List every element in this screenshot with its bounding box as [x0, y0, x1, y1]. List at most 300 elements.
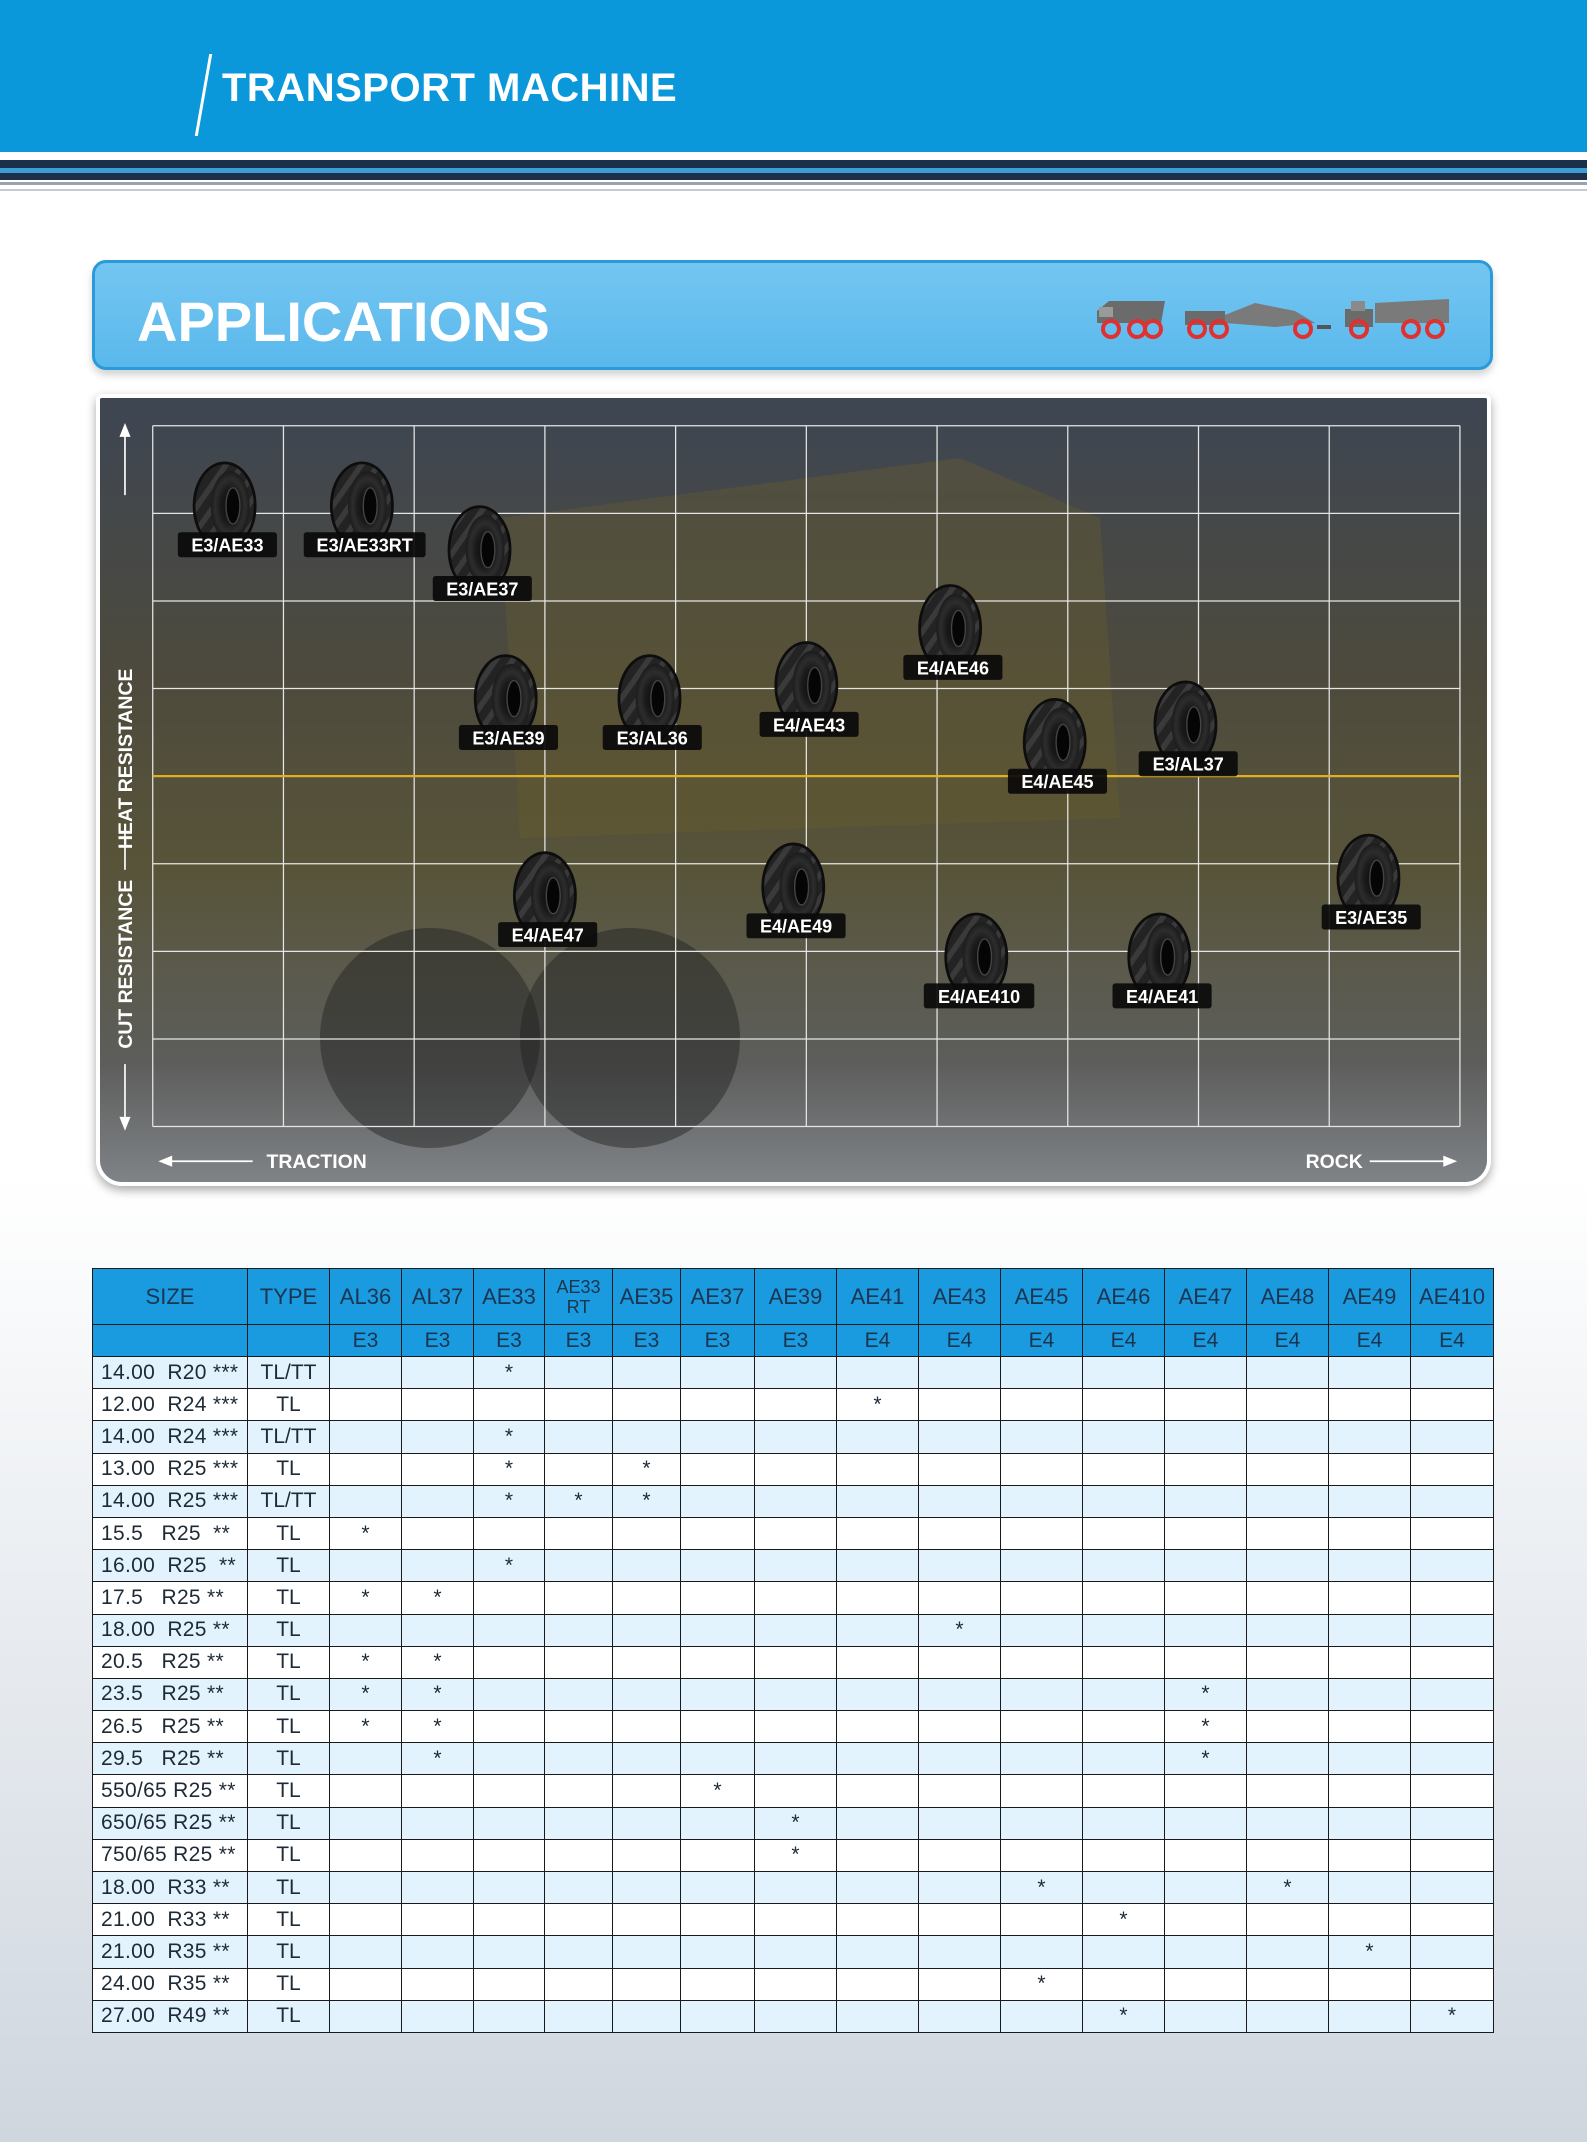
- cell-availability: [1411, 1936, 1494, 1968]
- class-header-blank: [93, 1325, 248, 1357]
- cell-availability: [402, 1968, 474, 2000]
- cell-availability: [837, 1646, 919, 1678]
- cell-availability: [545, 1517, 613, 1549]
- point-label: E4/AE43: [773, 715, 846, 736]
- cell-availability: [1083, 1678, 1165, 1710]
- column-header-pattern: AE39: [755, 1269, 837, 1325]
- cell-availability: [1165, 1646, 1247, 1678]
- cell-size: 650/65 R25 **: [93, 1807, 248, 1839]
- column-header-class: E4: [837, 1325, 919, 1357]
- table-row: [93, 1968, 1494, 2000]
- cell-availability: *: [474, 1453, 545, 1485]
- cell-availability: [1411, 1550, 1494, 1582]
- table-row: [93, 2000, 1494, 2032]
- table-row: [93, 1936, 1494, 1968]
- cell-availability: [402, 1807, 474, 1839]
- cell-availability: *: [1411, 2000, 1494, 2032]
- cell-availability: *: [837, 1389, 919, 1421]
- cell-availability: [545, 1453, 613, 1485]
- cell-availability: [402, 1517, 474, 1549]
- cell-availability: [837, 1968, 919, 2000]
- cell-availability: [681, 2000, 755, 2032]
- cell-availability: [755, 1357, 837, 1389]
- cell-availability: [1411, 1968, 1494, 2000]
- cell-availability: [681, 1357, 755, 1389]
- cell-availability: [1083, 1936, 1165, 1968]
- cell-availability: [837, 1421, 919, 1453]
- cell-availability: [402, 1904, 474, 1936]
- tire-hub: [1370, 860, 1384, 896]
- column-header-class: E3: [755, 1325, 837, 1357]
- y-axis-label-cut-resistance: CUT RESISTANCE: [114, 879, 137, 1049]
- cell-type: TL: [248, 1550, 330, 1582]
- cell-availability: *: [474, 1485, 545, 1517]
- cell-availability: [330, 1550, 402, 1582]
- cell-availability: [1083, 1646, 1165, 1678]
- column-header-class: E3: [545, 1325, 613, 1357]
- cell-availability: [919, 1839, 1001, 1871]
- table-row: [93, 1550, 1494, 1582]
- cell-availability: [755, 1453, 837, 1485]
- cell-availability: [1165, 1936, 1247, 1968]
- cell-availability: [1001, 1421, 1083, 1453]
- cell-availability: [545, 1743, 613, 1775]
- cell-availability: [1329, 1743, 1411, 1775]
- tire-hub: [978, 939, 992, 975]
- point-label: E3/AE33: [191, 535, 264, 556]
- cell-availability: [837, 1775, 919, 1807]
- cell-availability: [545, 1550, 613, 1582]
- cell-availability: [681, 1421, 755, 1453]
- column-header-class: E4: [1411, 1325, 1494, 1357]
- cell-availability: *: [1001, 1872, 1083, 1904]
- cell-availability: [1083, 1517, 1165, 1549]
- cell-availability: [330, 1775, 402, 1807]
- header-stripe: [0, 160, 1587, 168]
- cell-availability: [545, 1357, 613, 1389]
- cell-availability: [1247, 1904, 1329, 1936]
- cell-availability: [330, 1968, 402, 2000]
- truck-wheel-silhouette: [520, 928, 740, 1148]
- cell-type: TL: [248, 1453, 330, 1485]
- point-label: E4/AE41: [1125, 986, 1199, 1007]
- cell-size: 13.00 R25 ***: [93, 1453, 248, 1485]
- cell-availability: [1411, 1614, 1494, 1646]
- cell-availability: [1247, 2000, 1329, 2032]
- point-label: E4/AE45: [1021, 772, 1094, 793]
- cell-availability: [681, 1968, 755, 2000]
- cell-availability: [1001, 1357, 1083, 1389]
- cell-type: TL: [248, 2000, 330, 2032]
- cell-availability: *: [1001, 1968, 1083, 2000]
- tire-hub: [546, 878, 560, 914]
- cell-availability: [1083, 1711, 1165, 1743]
- column-header-class: E3: [613, 1325, 681, 1357]
- cell-availability: [1001, 1517, 1083, 1549]
- cell-availability: [837, 1711, 919, 1743]
- truck-wheel-silhouette: [320, 928, 540, 1148]
- cell-availability: [1247, 1582, 1329, 1614]
- cell-availability: [613, 1421, 681, 1453]
- cell-availability: [1329, 1614, 1411, 1646]
- cell-availability: [402, 1550, 474, 1582]
- tire-hub: [226, 488, 240, 524]
- application-chart: [96, 394, 1491, 1186]
- section-title: APPLICATIONS: [137, 290, 550, 353]
- cell-size: 750/65 R25 **: [93, 1839, 248, 1871]
- cell-availability: [1247, 1936, 1329, 1968]
- cell-availability: [1247, 1646, 1329, 1678]
- cell-availability: *: [402, 1582, 474, 1614]
- cell-availability: [1329, 1357, 1411, 1389]
- cell-availability: [1329, 1582, 1411, 1614]
- cell-availability: [613, 1968, 681, 2000]
- table-row: [93, 1775, 1494, 1807]
- cell-availability: [1247, 1389, 1329, 1421]
- cell-availability: [1247, 1357, 1329, 1389]
- header-stripe: [0, 182, 1587, 185]
- cell-availability: [1329, 1775, 1411, 1807]
- cell-availability: [1001, 1839, 1083, 1871]
- cell-availability: [837, 1872, 919, 1904]
- cell-availability: [1165, 1485, 1247, 1517]
- cell-availability: [837, 1743, 919, 1775]
- column-header-pattern: AE35: [613, 1269, 681, 1325]
- cell-availability: [330, 1421, 402, 1453]
- cell-availability: *: [755, 1807, 837, 1839]
- page-header: [0, 0, 1587, 152]
- table-row: [93, 1678, 1494, 1710]
- cell-availability: [681, 1389, 755, 1421]
- cell-availability: [1329, 1807, 1411, 1839]
- column-header-pattern: AL37: [402, 1269, 474, 1325]
- cell-availability: [1247, 1453, 1329, 1485]
- cell-availability: [837, 1807, 919, 1839]
- cell-availability: [1329, 1389, 1411, 1421]
- header-stripe: [0, 152, 1587, 160]
- column-header-pattern: AE45: [1001, 1269, 1083, 1325]
- table-row: [93, 1872, 1494, 1904]
- cell-availability: [1165, 1421, 1247, 1453]
- cell-availability: [1083, 1839, 1165, 1871]
- cell-availability: [1329, 1550, 1411, 1582]
- header-stripe: [0, 189, 1587, 191]
- tire-hub: [1187, 707, 1201, 743]
- cell-availability: *: [1329, 1936, 1411, 1968]
- cell-availability: [1083, 1389, 1165, 1421]
- column-header-class: E4: [1247, 1325, 1329, 1357]
- cell-availability: [681, 1743, 755, 1775]
- cell-availability: [1411, 1421, 1494, 1453]
- point-label: E3/AE35: [1335, 907, 1408, 928]
- cell-availability: [837, 1614, 919, 1646]
- point-label: E4/AE46: [916, 658, 989, 679]
- cell-type: TL: [248, 1743, 330, 1775]
- cell-availability: [837, 1357, 919, 1389]
- cell-availability: [330, 1485, 402, 1517]
- cell-availability: [755, 1936, 837, 1968]
- tire-hub: [808, 667, 822, 703]
- cell-availability: [1165, 1357, 1247, 1389]
- cell-availability: [919, 1389, 1001, 1421]
- cell-availability: [1329, 1678, 1411, 1710]
- cell-availability: [613, 1904, 681, 1936]
- cell-availability: [613, 1646, 681, 1678]
- cell-availability: *: [1083, 2000, 1165, 2032]
- cell-availability: [474, 1646, 545, 1678]
- cell-availability: [837, 1517, 919, 1549]
- cell-availability: [1001, 1485, 1083, 1517]
- cell-availability: [681, 1614, 755, 1646]
- cell-availability: *: [330, 1711, 402, 1743]
- column-header-type: TYPE: [248, 1269, 330, 1325]
- cell-availability: [1001, 1807, 1083, 1839]
- cell-availability: [330, 1936, 402, 1968]
- cell-type: TL: [248, 1614, 330, 1646]
- cell-availability: [837, 1550, 919, 1582]
- cell-availability: *: [330, 1582, 402, 1614]
- cell-availability: [545, 1936, 613, 1968]
- cell-availability: [1411, 1711, 1494, 1743]
- cell-availability: *: [402, 1646, 474, 1678]
- table-row: [93, 1839, 1494, 1871]
- cell-type: TL: [248, 1389, 330, 1421]
- cell-availability: *: [681, 1775, 755, 1807]
- cell-availability: [755, 1968, 837, 2000]
- table-header-row: [93, 1269, 1494, 1325]
- cell-availability: [1247, 1968, 1329, 2000]
- cell-availability: [919, 1678, 1001, 1710]
- column-header-pattern: AE410: [1411, 1269, 1494, 1325]
- cell-availability: [1329, 1904, 1411, 1936]
- cell-type: TL: [248, 1775, 330, 1807]
- cell-availability: [1329, 1646, 1411, 1678]
- cell-availability: [837, 1582, 919, 1614]
- table-row: [93, 1517, 1494, 1549]
- cell-type: TL: [248, 1904, 330, 1936]
- cell-availability: [1247, 1550, 1329, 1582]
- cell-availability: [919, 1743, 1001, 1775]
- cell-availability: [681, 1678, 755, 1710]
- cell-availability: *: [1165, 1743, 1247, 1775]
- cell-availability: [613, 1357, 681, 1389]
- cell-availability: [474, 1582, 545, 1614]
- column-header-pattern: AE47: [1165, 1269, 1247, 1325]
- cell-availability: [1165, 1614, 1247, 1646]
- cell-availability: [474, 1743, 545, 1775]
- cell-availability: [613, 1936, 681, 1968]
- cell-availability: [474, 1968, 545, 2000]
- tire-hub: [651, 681, 665, 717]
- tire-hub: [952, 610, 966, 646]
- cell-availability: [402, 1872, 474, 1904]
- cell-availability: [613, 2000, 681, 2032]
- cell-availability: [474, 1936, 545, 1968]
- cell-type: TL/TT: [248, 1421, 330, 1453]
- cell-availability: [545, 1678, 613, 1710]
- cell-availability: [545, 1872, 613, 1904]
- cell-availability: [1411, 1453, 1494, 1485]
- table-row: [93, 1582, 1494, 1614]
- cell-availability: *: [613, 1485, 681, 1517]
- cell-availability: [613, 1711, 681, 1743]
- cell-availability: [755, 1517, 837, 1549]
- cell-availability: [545, 1582, 613, 1614]
- cell-availability: [1001, 1389, 1083, 1421]
- column-header-size: SIZE: [93, 1269, 248, 1325]
- cell-availability: [474, 1839, 545, 1871]
- cell-availability: [837, 2000, 919, 2032]
- cell-availability: [330, 1904, 402, 1936]
- cell-availability: [919, 1904, 1001, 1936]
- y-axis-label-heat-resistance: HEAT RESISTANCE: [114, 668, 137, 850]
- cell-availability: [1001, 1453, 1083, 1485]
- cell-availability: *: [1247, 1872, 1329, 1904]
- column-header-class: E4: [1165, 1325, 1247, 1357]
- table-row: [93, 1389, 1494, 1421]
- tire-hub: [363, 488, 377, 524]
- cell-availability: [402, 1453, 474, 1485]
- cell-availability: [474, 1678, 545, 1710]
- cell-availability: [1165, 1968, 1247, 2000]
- vehicle-icons: [1095, 293, 1455, 343]
- cell-size: 27.00 R49 **: [93, 2000, 248, 2032]
- cell-availability: *: [402, 1743, 474, 1775]
- cell-availability: [1083, 1357, 1165, 1389]
- cell-availability: [681, 1807, 755, 1839]
- cell-availability: *: [330, 1678, 402, 1710]
- column-header-class: E4: [1001, 1325, 1083, 1357]
- cell-availability: [474, 1807, 545, 1839]
- applications-banner: [92, 260, 1493, 370]
- point-label: E3/AE39: [472, 728, 545, 749]
- cell-availability: [1165, 1807, 1247, 1839]
- cell-availability: [402, 1839, 474, 1871]
- cell-availability: [330, 1839, 402, 1871]
- cell-availability: [1247, 1421, 1329, 1453]
- cell-availability: *: [919, 1614, 1001, 1646]
- x-axis-label-rock: ROCK: [1305, 1151, 1363, 1174]
- cell-size: 23.5 R25 **: [93, 1678, 248, 1710]
- column-header-class: E4: [1083, 1325, 1165, 1357]
- cell-availability: [1083, 1807, 1165, 1839]
- cell-availability: [919, 1936, 1001, 1968]
- cell-availability: [402, 1421, 474, 1453]
- cell-type: TL: [248, 1711, 330, 1743]
- cell-availability: [1411, 1646, 1494, 1678]
- cell-availability: [755, 1389, 837, 1421]
- cell-availability: [1411, 1743, 1494, 1775]
- column-header-class: E4: [1329, 1325, 1411, 1357]
- cell-availability: [919, 2000, 1001, 2032]
- cell-availability: [837, 1485, 919, 1517]
- cell-availability: [474, 1711, 545, 1743]
- table-row: [93, 1904, 1494, 1936]
- scraper-icon: [1185, 303, 1331, 337]
- tire-hub: [507, 681, 521, 717]
- table-row: [93, 1485, 1494, 1517]
- cell-size: 17.5 R25 **: [93, 1582, 248, 1614]
- cell-availability: [1165, 1839, 1247, 1871]
- cell-size: 14.00 R24 ***: [93, 1421, 248, 1453]
- tire-hub: [1161, 939, 1175, 975]
- cell-size: 26.5 R25 **: [93, 1711, 248, 1743]
- cell-availability: [1329, 2000, 1411, 2032]
- column-header-class: E3: [681, 1325, 755, 1357]
- column-header-pattern: AE33 RT: [545, 1269, 613, 1325]
- cell-availability: [1411, 1872, 1494, 1904]
- cell-availability: [919, 1582, 1001, 1614]
- cell-type: TL: [248, 1936, 330, 1968]
- cell-availability: [681, 1872, 755, 1904]
- cell-availability: [545, 1807, 613, 1839]
- table-row: [93, 1711, 1494, 1743]
- cell-availability: *: [474, 1550, 545, 1582]
- cell-availability: [1411, 1389, 1494, 1421]
- point-label: E4/AE49: [759, 916, 833, 937]
- cell-availability: [1165, 1582, 1247, 1614]
- cell-availability: [613, 1582, 681, 1614]
- cell-size: 21.00 R33 **: [93, 1904, 248, 1936]
- cell-availability: [1247, 1743, 1329, 1775]
- cell-availability: [402, 1936, 474, 1968]
- cell-availability: [919, 1517, 1001, 1549]
- cell-availability: [681, 1711, 755, 1743]
- cell-availability: [474, 1389, 545, 1421]
- cell-size: 14.00 R20 ***: [93, 1357, 248, 1389]
- cell-availability: [1083, 1550, 1165, 1582]
- cell-availability: [613, 1614, 681, 1646]
- table-body: [93, 1357, 1494, 2033]
- cell-availability: [330, 1807, 402, 1839]
- cell-availability: [1411, 1357, 1494, 1389]
- cell-size: 29.5 R25 **: [93, 1743, 248, 1775]
- cell-availability: [755, 1421, 837, 1453]
- cell-availability: [330, 1872, 402, 1904]
- cell-availability: [1411, 1517, 1494, 1549]
- cell-availability: [1001, 1550, 1083, 1582]
- cell-availability: [1165, 1550, 1247, 1582]
- point-label: E3/AL36: [616, 728, 688, 749]
- cell-availability: [613, 1743, 681, 1775]
- cell-availability: [919, 1421, 1001, 1453]
- cell-availability: [613, 1807, 681, 1839]
- cell-type: TL: [248, 1582, 330, 1614]
- cell-availability: [1165, 1904, 1247, 1936]
- point-label: E4/AE47: [511, 925, 584, 946]
- cell-availability: [681, 1936, 755, 1968]
- cell-availability: [1329, 1872, 1411, 1904]
- cell-availability: [1001, 2000, 1083, 2032]
- cell-availability: [330, 1389, 402, 1421]
- cell-availability: [1083, 1775, 1165, 1807]
- cell-availability: [1411, 1807, 1494, 1839]
- cell-availability: [1411, 1582, 1494, 1614]
- cell-availability: *: [545, 1485, 613, 1517]
- cell-availability: [1165, 1389, 1247, 1421]
- cell-availability: [1165, 1872, 1247, 1904]
- cell-availability: [474, 1872, 545, 1904]
- cell-availability: [613, 1872, 681, 1904]
- tire-hub: [481, 532, 495, 568]
- point-label: E3/AE33RT: [316, 535, 413, 556]
- cell-type: TL: [248, 1517, 330, 1549]
- cell-availability: [919, 1453, 1001, 1485]
- column-header-pattern: AE48: [1247, 1269, 1329, 1325]
- cell-size: 18.00 R33 **: [93, 1872, 248, 1904]
- cell-availability: *: [330, 1517, 402, 1549]
- column-header-pattern: AE37: [681, 1269, 755, 1325]
